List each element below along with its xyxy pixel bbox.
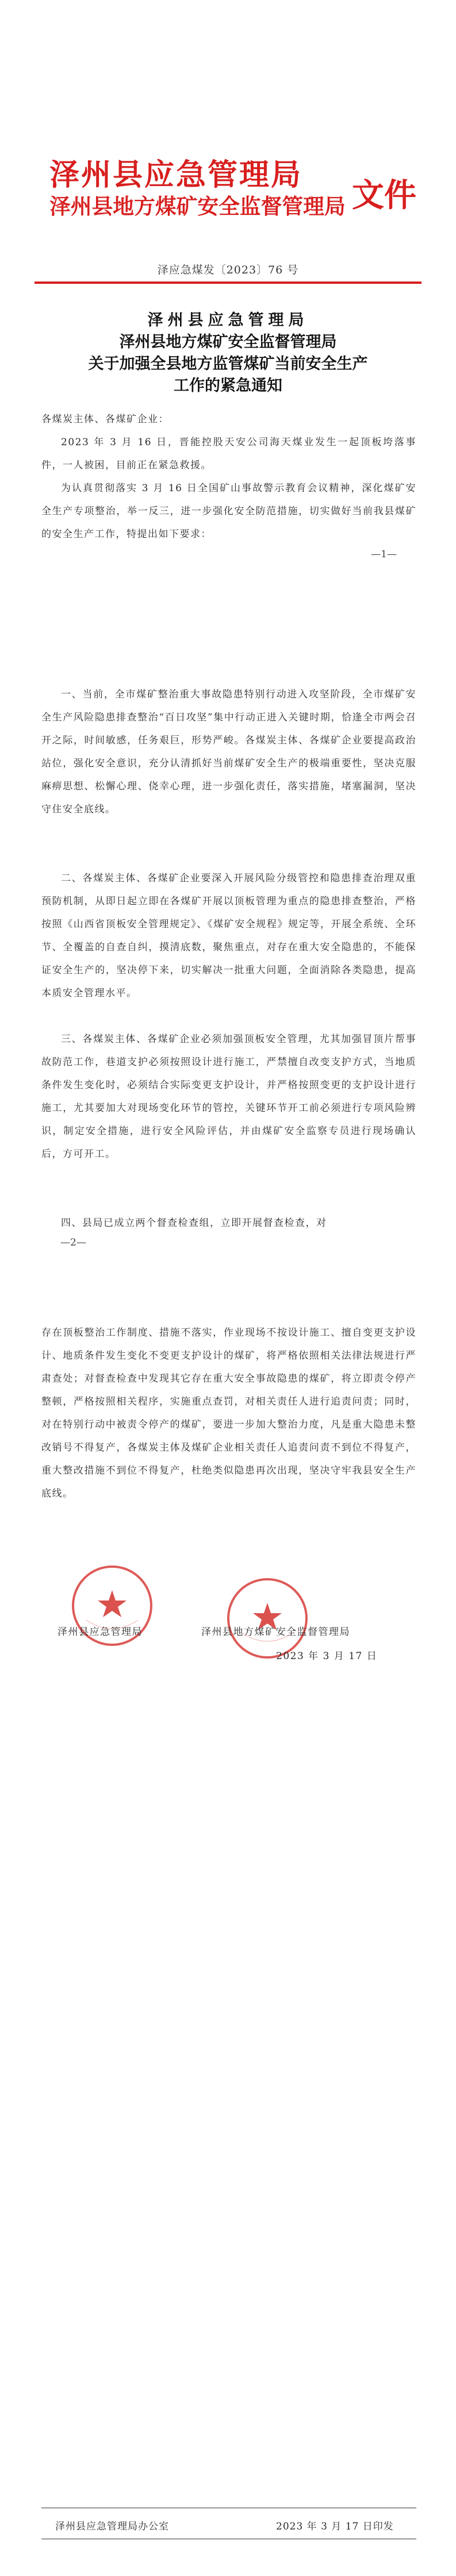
paragraph-intro-part1 <box>41 477 416 546</box>
paragraph-item-4-start: 四、县局已成立两个督查检查组，立即开展督查检查，对 <box>61 1217 327 1229</box>
signature-org-right: 泽州县地方煤矿安全监督管理局 <box>201 1626 350 1638</box>
page-4 <box>0 1932 456 2576</box>
paragraph-item-1: 一、当前，全市煤矿整治重大事故隐患特别行动进入攻坚阶段，全市煤矿安全生产风险隐患排查整治“百日攻坚”集中行动正进入关键时期，恰逢全市两会召开之际，时间敏感，任务艰巨，形势严峻。各煤炭主体、各煤矿企业要提高政治站位，强化安全意识，充分认清抓好当前煤矿安全生产的极端重要性，坚决克服麻痹思想、松懈心理、侥幸心理，进一步强化责任，落实措施，堵塞漏洞，坚决守住安全底线。 <box>41 689 416 815</box>
paragraph-incident: 2023 年 3 月 16 日，晋能控股天安公司海天煤业发生一起顶板垮落事件，一人被困，目前正在紧急救援。 <box>41 437 416 471</box>
footer-issuer: 泽州县应急管理局办公室 <box>55 2521 169 2532</box>
red-divider <box>35 281 421 284</box>
title-line-2: 泽州县地方煤矿安全监督管理局 <box>119 333 337 351</box>
page-3 <box>0 1288 456 1932</box>
document-number: 泽应急煤发〔2023〕76 号 <box>157 264 299 276</box>
title-line-4: 工作的紧急通知 <box>174 377 282 395</box>
title-line-3: 关于加强全县地方监管煤矿当前安全生产 <box>88 355 368 373</box>
salutation: 各煤炭主体、各煤矿企业： <box>41 414 169 425</box>
paragraph-item-2: 二、各煤炭主体、各煤矿企业要深入开展风险分级管控和隐患排查治理双重预防机制，从即日起立即在各煤矿开展以顶板管理为重点的隐患排查整治，严格按照《山西省顶板安全管理规定》、《煤矿安全规程》规定等，开展全系统、全环节、全覆盖的自查自纠，摸清底数，聚焦重点，对存在重大安全隐患的，不能保证安全生产的，坚决停下来，切实解决一批重大问题，全面消除各类隐患，提高本质安全管理水平。 <box>41 873 416 999</box>
paragraph-item-4-cont: 存在顶板整治工作制度、措施不落实，作业现场不按设计施工、擅自变更支护设计、地质条件发生变化不变更支护设计的煤矿，将严格依照相关法律法规进行严肃查处；对督查检查中发现其它存在重大安全事故隐患的煤矿，将立即责令停产整顿，严格按照相关程序，实施重点查罚，对相关责任人进行追责问责；同时，对在特别行动中被责令停产的煤矿，要进一步加大整治力度，凡是重大隐患未整改销号不得复产，各煤炭主体及煤矿企业相关责任人追责问责不到位不得复产，重大整改措施不到位不得复产，杜绝类似隐患再次出现，坚决守牢我县安全生产底线。 <box>41 1327 416 1499</box>
paragraph-intro-text: 为认真贯彻落实 3 月 16 日全国矿山事故警示教育会议精神，深化煤矿安全生产专项整治，举一反三，进一步强化安全防范措施，切实做好当前我县煤矿的安全生产工作，特提出如下要求： <box>41 483 416 540</box>
letterhead-org-1: 泽州县应急管理局 <box>49 157 303 192</box>
paragraph-item-3: 三、各煤炭主体、各煤矿企业必须加强顶板安全管理，尤其加强冒顶片帮事故防范工作，巷道支护必须按照设计进行施工，严禁擅自改变支护方式，当地质条件发生变化时，必须结合实际变更支护设计，并严格按照变更的支护设计进行施工，尤其要加大对现场变化环节的管控，关键环节开工前必须进行专项风险辨识，制定安全措施，进行安全风险评估，并由煤矿安全监察专员进行现场确认后，方可开工。 <box>41 1034 416 1160</box>
letterhead-suffix: 文件 <box>352 176 416 214</box>
letterhead-org-2: 泽州县地方煤矿安全监督管理局 <box>49 194 346 219</box>
signature-org-left: 泽州县应急管理局 <box>58 1626 143 1638</box>
signature-date: 2023 年 3 月 17 日 <box>276 1651 378 1662</box>
page-number-1: —1— <box>371 549 397 560</box>
footer-issue-date: 2023 年 3 月 17 日印发 <box>276 2521 394 2532</box>
page-1 <box>0 0 456 644</box>
title-line-1: 泽州县应急管理局 <box>147 311 309 329</box>
page-2 <box>0 644 456 1288</box>
page-number-2: —2— <box>60 1237 86 1248</box>
